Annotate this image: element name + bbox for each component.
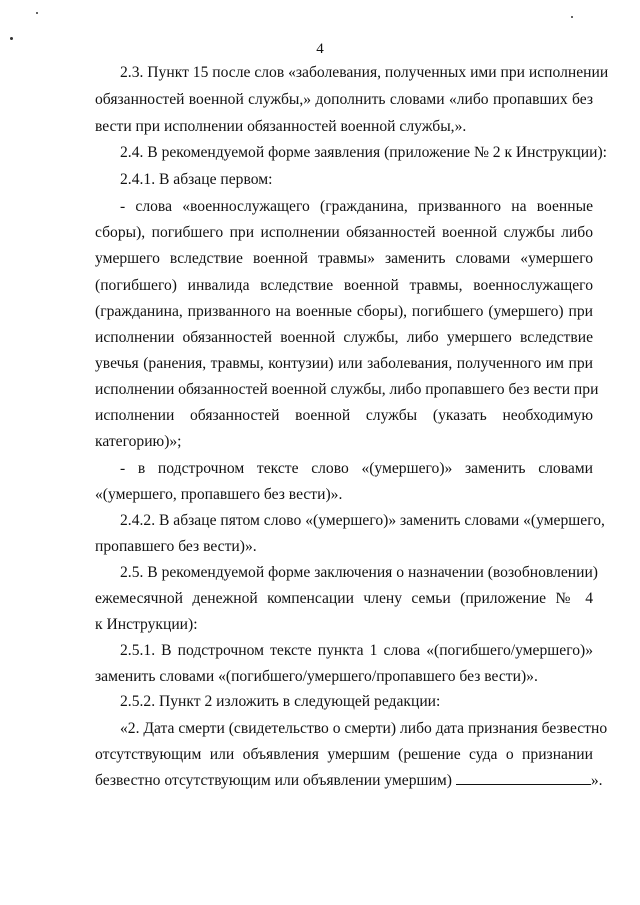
text-line: 2.5. В рекомендуемой форме заключения о назначении (возобновлении) [120,564,598,581]
text-line-body: безвестно отсутствующим или объявлении умершим) [95,772,452,789]
text-line: 2.4.1. В абзаце первом: [120,171,273,188]
text-line: отсутствующим или объявления умершим (решение суда о признании [95,746,593,763]
text-line: (погибшего) инвалида вследствие военной травмы, военнослужащего [95,277,593,294]
text-line: 2.4.2. В абзаце пятом слово «(умершего)» заменить словами «(умершего, [120,512,605,529]
text-line: 2.3. Пункт 15 после слов «заболевания, полученных ими при исполнении [120,64,609,81]
text-line: заменить словами «(погибшего/умершего/пропавшего без вести)». [95,668,538,685]
text-line: категорию)»; [95,433,182,450]
text-line: увечья (ранения, травмы, контузии) или заболевания, полученного им при [95,355,593,372]
text-line: 2.5.1. В подстрочном тексте пункта 1 слова «(погибшего/умершего)» [120,642,593,659]
fill-in-blank [456,772,591,785]
text-line: ежемесячной денежной компенсации члену семьи (приложение № 4 [95,590,593,607]
text-line: исполнении обязанностей военной службы (указать необходимую [95,407,593,424]
text-line-with-blank [95,771,603,791]
text-line: обязанностей военной службы,» дополнить словами «либо пропавших без [95,91,593,108]
text-line: исполнении обязанностей военной службы, либо умершего вследствие [95,329,593,346]
text-line: (гражданина, призванного на военные сборы), погибшего (умершего) при [95,303,593,320]
scan-speck [571,16,573,18]
text-line: исполнении обязанностей военной службы, либо пропавшего без вести при [95,381,599,398]
text-line: 2.5.2. Пункт 2 изложить в следующей редакции: [120,693,441,710]
text-line: - слова «военнослужащего (гражданина, призванного на военные [120,198,593,215]
text-line: вести при исполнении обязанностей военной службы,». [95,118,467,135]
text-line: умершего вследствие военной травмы» заменить словами «умершего [95,250,593,267]
text-line: «2. Дата смерти (свидетельство о смерти) либо дата признания безвестно [120,720,608,737]
text-line: к Инструкции): [95,616,198,633]
page-number: 4 [316,41,324,57]
closing-quote: ». [590,772,603,789]
text-line: сборы), погибшего при исполнении обязанностей военной службы либо [95,224,593,241]
scan-speck [36,12,38,14]
text-line: «(умершего, пропавшего без вести)». [95,486,343,503]
text-line: - в подстрочном тексте слово «(умершего)» заменить словами [120,460,593,477]
text-line: пропавшего без вести)». [95,538,257,555]
text-line: 2.4. В рекомендуемой форме заявления (приложение № 2 к Инструкции): [120,144,607,161]
